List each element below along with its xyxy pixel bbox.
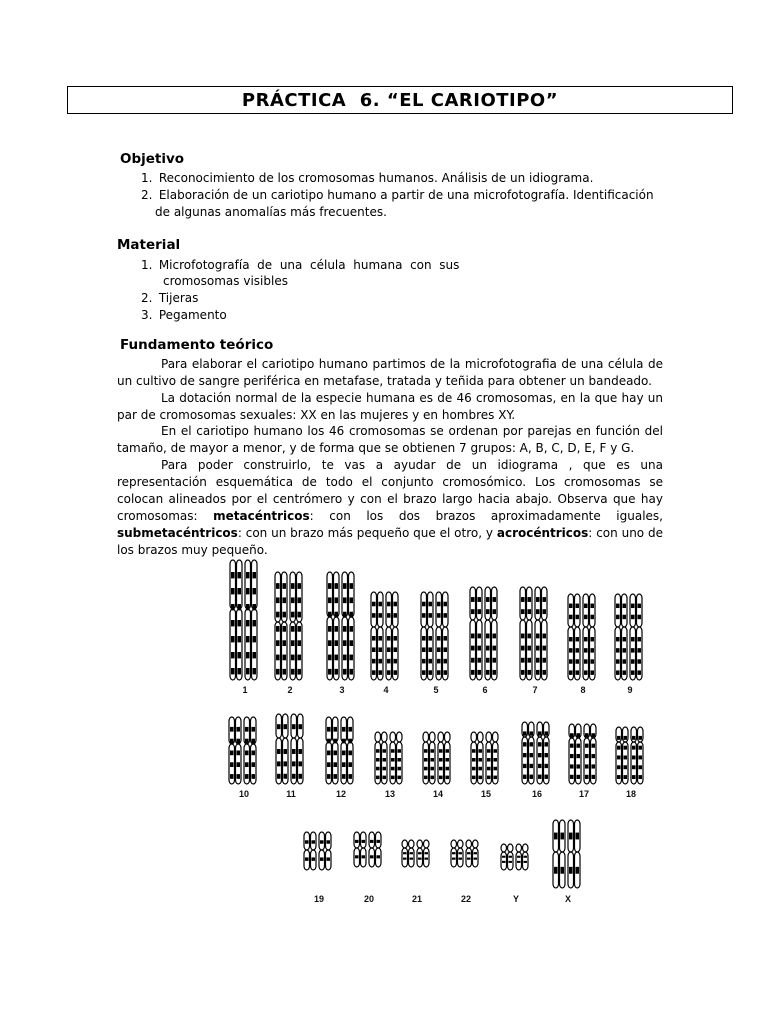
chromosome-label: 14: [432, 789, 444, 799]
material-item-1: [141, 257, 459, 274]
chromosome-label: X: [564, 894, 572, 904]
chromosome-label: 8: [580, 685, 586, 695]
item-text: Elaboración de un cariotipo humano a partir de una microfotografía. Identificación: [158, 188, 654, 202]
objetivo-item-2: [141, 187, 654, 204]
material-item-2: [141, 290, 198, 307]
chromosome-label: 21: [411, 894, 423, 904]
term-metacentricos: metacéntricos: [213, 509, 310, 523]
chromosome-4: [371, 592, 398, 680]
paragraph-text: Para elaborar el cariotipo humano partimos de la microfotografia de una célula de un cultivo de sangre periférica en metafase, tratada y teñida para obtener un bandeado.: [117, 357, 663, 388]
chromosome-12: [326, 717, 353, 784]
term-acrocentricos: acrocéntricos: [496, 526, 589, 540]
chromosome-label: 3: [339, 685, 345, 695]
chromosome-5: [421, 592, 448, 680]
chromosome-label: 15: [480, 789, 492, 799]
item-text: Tijeras: [158, 291, 199, 305]
chromosome-15: [471, 732, 498, 784]
chromosome-6: [470, 587, 497, 680]
chromosome-7: [520, 587, 547, 680]
chromosome-8: [568, 594, 595, 680]
chromosome-label: 9: [627, 685, 633, 695]
chromosome-label: 18: [625, 789, 637, 799]
chromosome-label: 11: [286, 789, 296, 799]
paragraph-text: : con uno de los brazos muy pequeño.: [117, 526, 663, 557]
chromosome-22: [451, 840, 478, 867]
paragraph-text: : con los dos brazos aproximadamente iguales,: [309, 509, 663, 523]
item-number: 3.: [141, 308, 153, 322]
chromosome-16: [522, 722, 549, 784]
chromosome-9: [615, 594, 642, 680]
chromosome-label: Y: [512, 894, 520, 904]
chromosome-label: 7: [532, 685, 538, 695]
item-text: Pegamento: [158, 308, 227, 322]
chromosome-label: 2: [287, 685, 293, 695]
title-box: [67, 86, 733, 114]
chromosome-x: [553, 820, 580, 888]
page-title: PRÁCTICA 6. “EL CARIOTIPO”: [241, 89, 559, 111]
chromosome-19: [304, 832, 331, 870]
item-number: 1.: [141, 258, 153, 272]
chromosome-14: [423, 732, 450, 784]
item-number: 1.: [141, 171, 153, 185]
chromosome-y: [501, 844, 528, 870]
chromosome-label: 5: [433, 685, 439, 695]
idiogram-figure: [200, 552, 660, 932]
objetivo-item-2-cont: de algunas anomalías más frecuentes.: [155, 205, 387, 219]
paragraph-text: : con un brazo más pequeño que el otro, y: [237, 526, 497, 540]
chromosome-21: [402, 840, 429, 867]
chromosome-20: [354, 832, 381, 867]
chromosome-label: 20: [363, 894, 375, 904]
chromosome-label: 1: [242, 685, 248, 695]
chromosome-10: [229, 717, 256, 784]
chromosome-label: 6: [482, 685, 488, 695]
chromosome-3: [327, 572, 354, 680]
fundamento-paragraph-1: [117, 356, 663, 390]
paragraph-text: En el cariotipo humano los 46 cromosomas se ordenan por parejas en función del tamaño, de mayor a menor, y de forma que se obtienen 7 grupos: A, B, C, D, E, F y G.: [117, 424, 663, 455]
objetivo-heading: Objetivo: [120, 151, 185, 167]
fundamento-paragraph-3: [117, 423, 663, 457]
chromosome-label: 16: [531, 789, 543, 799]
objetivo-item-1: [141, 170, 593, 187]
paragraph-text: La dotación normal de la especie humana es de 46 cromosomas, en la que hay un par de cromosomas sexuales: XX en las mujeres y en hombres XY.: [117, 391, 663, 422]
chromosome-1: [230, 560, 257, 680]
item-text: Microfotografía de una célula humana con sus: [158, 258, 460, 272]
chromosome-2: [275, 572, 302, 680]
material-item-3: [141, 307, 227, 324]
chromosome-label: 19: [313, 894, 325, 904]
term-submetacentricos: submetacéntricos: [117, 526, 238, 540]
fundamento-heading: Fundamento teórico: [120, 337, 274, 353]
item-number: 2.: [141, 291, 153, 305]
chromosome-11: [276, 714, 303, 784]
chromosome-label: 17: [578, 789, 590, 799]
material-item-1-cont: cromosomas visibles: [163, 274, 288, 288]
chromosome-label: 10: [238, 789, 250, 799]
chromosome-label: 12: [335, 789, 347, 799]
chromosome-17: [569, 724, 596, 784]
paragraph-text: Para poder construirlo, te vas a ayudar de un idiograma , que es una representación esquemática de todo el conjunto cromosómico. Los cromosomas se colocan alineados por el centrómero y con el brazo largo hacia abajo. Observa que hay cromosomas:: [117, 458, 663, 523]
chromosome-13: [375, 732, 402, 784]
material-heading: Material: [117, 237, 181, 253]
fundamento-paragraph-4: [117, 457, 663, 559]
chromosome-label: 22: [460, 894, 472, 904]
item-text: Reconocimiento de los cromosomas humanos. Análisis de un idiograma.: [158, 171, 594, 185]
chromosome-label: 13: [384, 789, 396, 799]
fundamento-paragraph-2: [117, 390, 663, 424]
chromosome-18: [616, 727, 643, 784]
chromosome-label: 4: [383, 685, 389, 695]
item-number: 2.: [141, 188, 153, 202]
